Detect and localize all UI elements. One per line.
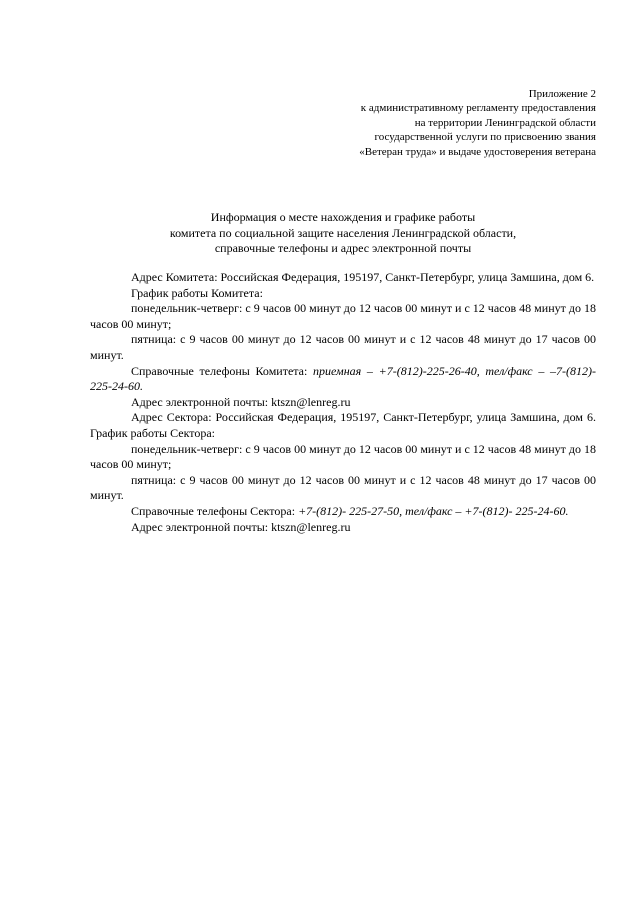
appendix-header [196,87,596,159]
title-line: комитета по социальной защите населения Ленинградской области, [169,225,517,240]
sector-phones [90,504,596,520]
appendix-line: Приложение 2 [528,88,596,100]
appendix-line: к административному регламенту предоставления [360,102,596,115]
document-body [90,270,596,535]
committee-address: Адрес Комитета: Российская Федерация, 195197, Санкт-Петербург, улица Замшина, дом 6. [131,270,595,284]
committee-phones-value: приемная – +7-(812)-225-26-40, тел/факс – –7-(812)- 225-24-60. [90,363,596,394]
committee-phones-label: Справочные телефоны Комитета: [131,363,314,378]
committee-phones [90,364,596,395]
sector-phones-value: +7-(812)- 225-27-50, тел/факс – +7-(812)- 225-24-60. [298,503,569,518]
sector-phones-label: Справочные телефоны Сектора: [131,503,299,518]
document-title [90,210,596,257]
committee-email: Адрес электронной почты: ktszn@lenreg.ru [131,394,351,409]
committee-schedule-heading: График работы Комитета: [131,285,263,300]
sector-address-schedule: Адрес Сектора: Российская Федерация, 195197, Санкт-Петербург, улица Замшина, дом 6. График работы Сектора: [90,410,596,440]
appendix-line: государственной услуги по присвоению звания [374,131,596,144]
appendix-line: на территории Ленинградской области [414,116,596,129]
title-line: Информация о месте нахождения и графике работы [210,210,476,224]
appendix-line: «Ветеран труда» и выдаче удостоверения ветерана [359,145,596,158]
sector-schedule-fri: пятница: с 9 часов 00 минут до 12 часов 00 минут и с 12 часов 48 минут до 17 часов 00 минут. [90,472,596,503]
committee-schedule-mon-thu: понедельник-четверг: с 9 часов 00 минут до 12 часов 00 минут и с 12 часов 48 минут до 18 часов 00 минут; [90,301,596,331]
sector-email: Адрес электронной почты: ktszn@lenreg.ru [131,519,351,534]
sector-schedule-mon-thu: понедельник-четверг: с 9 часов 00 минут до 12 часов 00 минут и с 12 часов 48 минут до 18 часов 00 минут; [90,441,596,472]
committee-schedule-fri: пятница: с 9 часов 00 минут до 12 часов 00 минут и с 12 часов 48 минут до 17 часов 00 минут. [90,332,596,362]
title-line: справочные телефоны и адрес электронной почты [214,241,472,255]
